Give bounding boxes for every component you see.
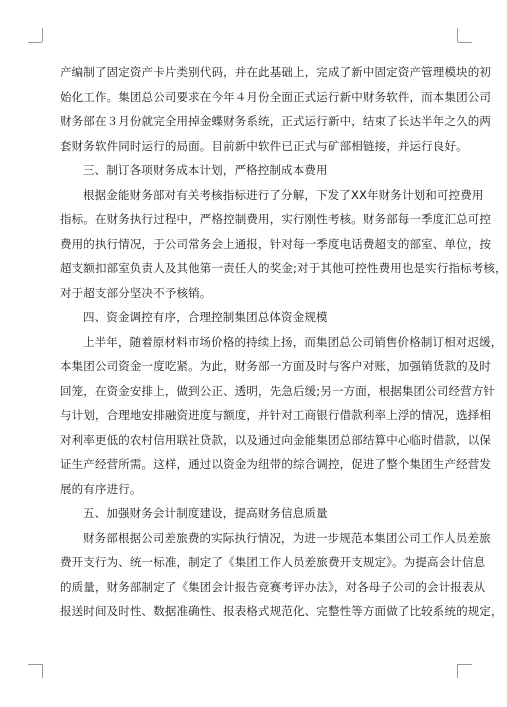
text-line: 上半年，随着原材料市场价格的持续上扬，而集团总公司销售价格制订相对迟缓，	[83, 334, 503, 349]
document-body	[60, 60, 507, 624]
crop-mark-bottom-right-h	[458, 664, 472, 665]
crop-mark-bottom-right-v	[457, 664, 458, 678]
text-line: 套财务软件同时运行的局面。目前新中软件已正式与矿部相链接，并运行良好。	[60, 138, 468, 153]
text-line: 与计划，合理地安排融资进度与额度，并针对工商银行借款利率上浮的情况，选择相	[60, 408, 492, 422]
crop-mark-top-right-h	[458, 42, 472, 43]
text-line: 产编制了固定资产卡片类别代码，并在此基础上，完成了新中固定资产管理模块的初	[60, 65, 492, 79]
text-line: 回笼，在资金安排上，做到公正、透明，先急后缓;另一方面，根据集团公司经营方针	[60, 383, 496, 398]
text-line: 财务部根据公司差旅费的实际执行情况，为进一步规范本集团公司工作人员差旅	[83, 530, 491, 545]
text-line: 报送时间及时性、数据准确性、报表格式规范化、完整性等方面做了比较系统的规定，	[60, 604, 503, 618]
text-line: 对于超支部分坚决不予核销。	[60, 285, 212, 300]
crop-mark-bottom-left-h	[28, 664, 42, 665]
crop-mark-top-right-v	[457, 28, 458, 42]
text-line: 五、加强财务会计制度建设，提高财务信息质量	[83, 506, 328, 520]
text-line: 的质量，财务部制定了《集团会计报告竞赛考评办法》，对各母子公司的会计报表从	[60, 579, 486, 594]
text-line: 证生产经营所需。这样，通过以资金为纽带的综合调控，促进了整个集团生产经营发	[60, 457, 492, 471]
crop-mark-top-left-v	[42, 28, 43, 42]
text-line: 展的有序进行。	[60, 481, 142, 496]
crop-mark-bottom-left-v	[42, 664, 43, 678]
text-line: 费用的执行情况，于公司常务会上通报，针对每一季度电话费超支的部室、单位，按	[60, 236, 492, 251]
text-line: 财务部在３月份就完全用掉金蝶财务系统，正式运行新中，结束了长达半年之久的两	[60, 114, 492, 128]
text-line: 指标。在财务执行过程中，严格控制费用，实行刚性考核。财务部每一季度汇总可控	[60, 212, 492, 226]
text-line: 根据金能财务部对有关考核指标进行了分解，下发了XX年财务计划和可控费用	[83, 187, 484, 202]
text-line: 四、资金调控有序，合理控制集团总体资金规模	[83, 310, 328, 324]
crop-mark-top-left-h	[28, 42, 42, 43]
text-line: 三、制订各项财务成本计划，严格控制成本费用	[83, 163, 328, 177]
text-line: 费开支行为、统一标准，制定了《集团工作人员差旅费开支规定》。为提高会计信息	[60, 555, 486, 569]
text-line: 超支额扣部室负责人及其他第一责任人的奖金;对于其他可控性费用也是实行指标考核，	[60, 261, 507, 275]
text-line: 本集团公司资金一度吃紧。为此，财务部一方面及时与客户对账，加强销货款的及时	[60, 359, 492, 373]
text-line: 对利率更低的农村信用联社贷款，以及通过向金能集团总部结算中心临时借款，以保	[60, 432, 492, 447]
text-line: 始化工作。集团总公司要求在今年４月份全面正式运行新中财务软件，而本集团公司	[60, 89, 492, 104]
